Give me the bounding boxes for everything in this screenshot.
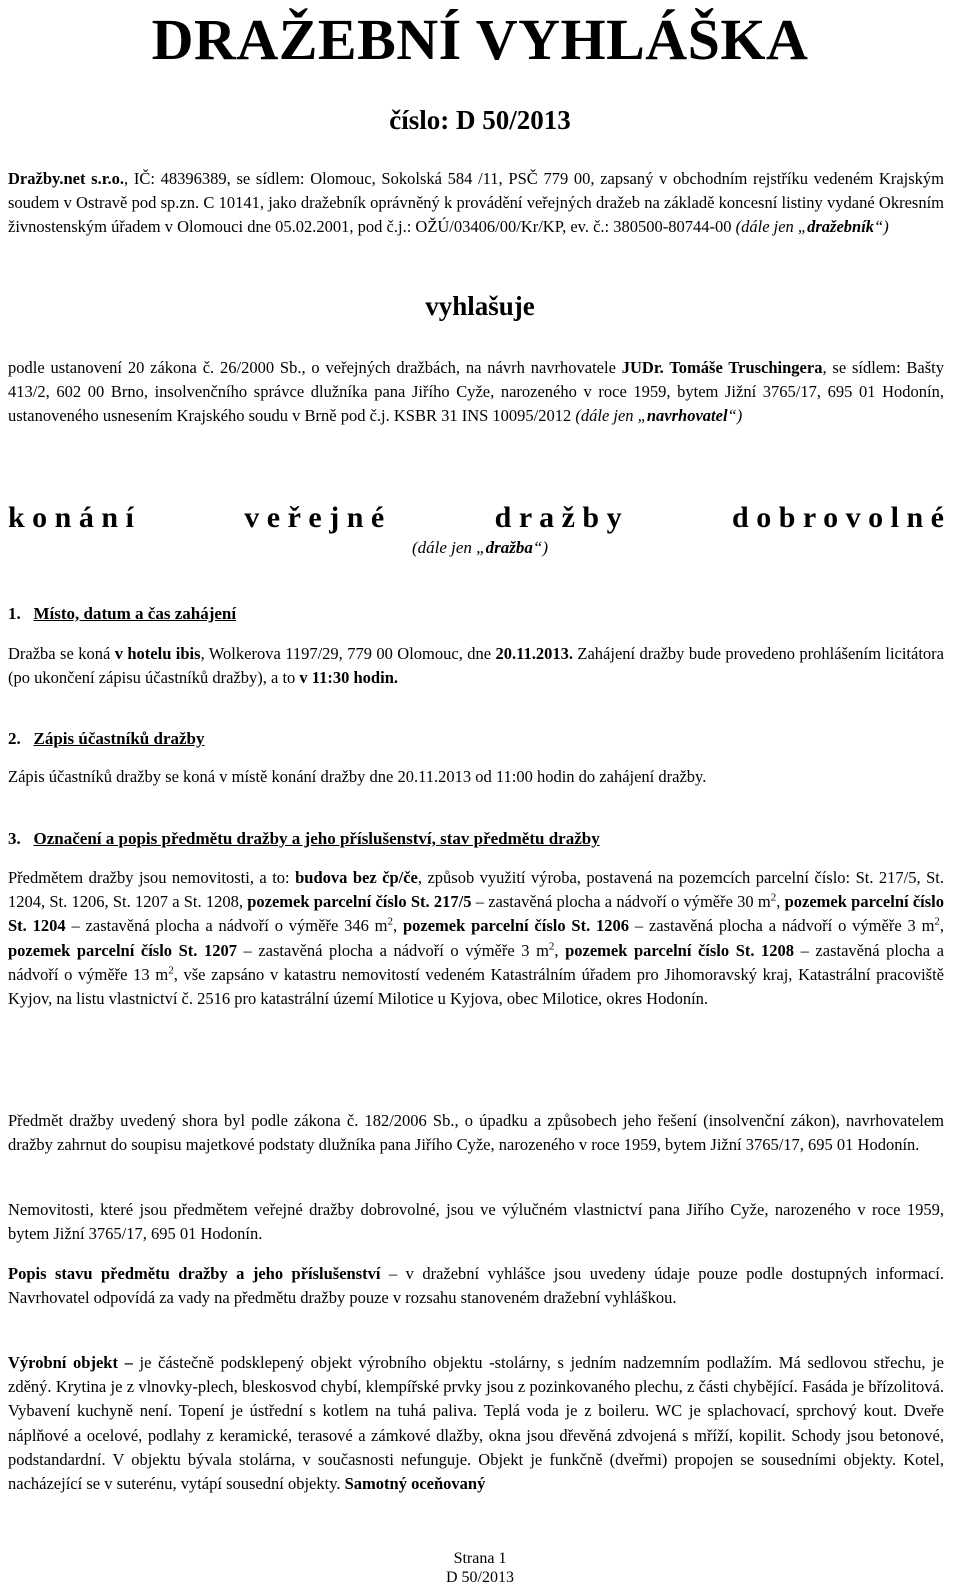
- text-run: – zastavěná plocha a nádvoří o výměře 30 m: [471, 892, 771, 912]
- announces-heading: vyhlašuje: [425, 291, 535, 321]
- heading-word: k o n á n í: [8, 501, 134, 534]
- section-2-text: [8, 765, 944, 789]
- proposer-text-1: podle ustanovení 20 zákona č. 26/2000 Sb., o veřejných dražbách, na návrh navrhovatele: [8, 358, 622, 377]
- auction-time: v 11:30 hodin.: [299, 668, 398, 688]
- proposer-dale-term: navrhovatel: [646, 406, 728, 426]
- superscript: 2: [770, 891, 777, 904]
- superscript: 2: [548, 940, 555, 953]
- text-run: ,: [554, 940, 566, 960]
- parcel-label: pozemek parcelní číslo St. 1208: [565, 940, 795, 960]
- text-run: , způsob využití výroba, postavená na pozemcích parcelní číslo: St. 217/5, St. 1204, St. 1206, St. 1207 a St. 1208,: [8, 868, 944, 912]
- bold-run: budova bez čp/če: [295, 868, 418, 887]
- text-run: je částečně podsklepený objekt výrobního objektu -stolárny, s jedním nadzemním podlažím. Má sedlovou střechu, je zděný. Krytina je z vlnovky-plech, bleskosvod chybí, klempířské prvky jsou z pozinkovaného plechu, z části chybějící. Fasáda je břízolitová. Vybavení kuchyně není. Topení je ústřední s kotlem na tuhá paliva. Teplá voda je z boileru. WC je splachovací, sprchový kout. Dveře náplňové a ocelové, podlahy z keramické, terasové a zámkové dlažby, okna jsou dřevěná zdvojená s mříží, kopilit. Schody jsou betonové, podstandardní. V objektu bývala stolárna, v současnosti nefunguje. Objekt je funkčně (dveřmi) propojen se sousedními objekty. Kotel, nacházející se v suterénu, vytápí sousední objekty.: [8, 1353, 944, 1494]
- proposer-text-2: , se sídlem: Bašty 413/2, 602 00 Brno, insolvenčního správce dlužníka pana Jiřího Cyže, narozeného v roce 1959, bytem Jižní 3765/17, 695 01 Hodonín, ustanoveného usnesením Krajského soudu v Brně pod č.j. KSBR 31 INS 10095/2012: [8, 358, 944, 426]
- text-run: Dražba se koná: [8, 644, 115, 663]
- paragraph-text: Nemovitosti, které jsou předmětem veřejné dražby dobrovolné, jsou ve výlučném vlastnictví pana Jiřího Cyže, narozeného v roce 1959, bytem Jižní 3765/17, 695 01 Hodonín.: [8, 1200, 944, 1244]
- auction-dale-suffix: “): [532, 538, 548, 557]
- text-run: , Wolkerova 1197/29, 779 00 Olomouc, dne: [200, 644, 496, 663]
- section-3-paragraph-5: [8, 1351, 944, 1496]
- parcel-label: pozemek parcelní číslo St. 1207: [8, 940, 237, 960]
- section-1-title: Místo, datum a čas zahájení: [33, 604, 237, 623]
- text-run: ,: [939, 916, 945, 936]
- superscript: 2: [168, 964, 174, 977]
- text-run: – zastavěná plocha a nádvoří o výměře 3 m: [236, 940, 549, 960]
- proposer-paragraph: [8, 356, 944, 429]
- proposer-dale-suffix: “): [727, 406, 743, 426]
- auction-dale-prefix: (dále jen „: [411, 538, 486, 557]
- text-run: Zahájení dražby bude provedeno prohlášením licitátora (po ukončení zápisu účastníků dražby), a to: [8, 644, 944, 688]
- parcel-label: pozemek parcelní číslo St. 1206: [402, 916, 630, 936]
- section-3-paragraph-1: [8, 866, 944, 1011]
- intro-dale-prefix: (dále jen „: [735, 217, 808, 237]
- text-run: , vše zapsáno v katastru nemovitostí vedeném Katastrálním úřadem pro Jihomoravský kraj, Katastrální pracoviště Kyjov, na listu vlastnictví č. 2516 pro katastrální území Milotice u Kyjova, obec Milotice, okres Hodonín.: [8, 964, 944, 1009]
- auction-heading: [8, 500, 944, 536]
- section-3-number: 3.: [8, 829, 21, 848]
- section-3-heading: [8, 827, 600, 851]
- section-1-text: [8, 642, 944, 690]
- intro-paragraph: [8, 167, 944, 240]
- bold-run: Výrobní objekt –: [8, 1353, 133, 1372]
- section-1-heading: [8, 602, 236, 626]
- section-1-number: 1.: [8, 604, 21, 623]
- proposer-dale-prefix: (dále jen „: [575, 406, 647, 426]
- section-3-title: Označení a popis předmětu dražby a jeho příslušenství, stav předmětu dražby: [33, 829, 600, 848]
- document-title: DRAŽEBNÍ VYHLÁŠKA: [151, 7, 809, 72]
- intro-dale-suffix: “): [874, 217, 889, 237]
- proposer-name: JUDr. Tomáše Truschingera: [621, 358, 823, 377]
- heading-word: d o b r o v o l n é: [732, 501, 944, 534]
- superscript: 2: [934, 915, 940, 928]
- paragraph-text: Předmět dražby uvedený shora byl podle zákona č. 182/2006 Sb., o úpadku a způsobech jeho řešení (insolvenční zákon), navrhovatelem dražby zahrnut do soupisu majetkové podstaty dlužníka pana Jiřího Cyže, narozeného v roce 1959, bytem Jižní 3765/17, 695 01 Hodonín.: [8, 1111, 944, 1155]
- parcel-label: pozemek parcelní číslo St. 217/5: [247, 892, 472, 912]
- superscript: 2: [387, 915, 394, 928]
- auction-dale-term: dražba: [485, 538, 533, 557]
- registration-text: Zápis účastníků dražby se koná v místě konání dražby dne 20.11.2013 od 11:00 hodin do zahájení dražby.: [8, 767, 707, 786]
- text-run: – zastavěná plocha a nádvoří o výměře 3 m: [629, 916, 935, 936]
- section-3-paragraph-4: [8, 1262, 944, 1310]
- text-run: Předmětem dražby jsou nemovitosti, a to:: [8, 868, 296, 887]
- intro-text: , IČ: 48396389, se sídlem: Olomouc, Sokolská 584 /11, PSČ 779 00, zapsaný v obchodním rejstříku vedeném Krajským soudem v Ostravě pod sp.zn. C 10141, jako dražebník oprávněný k provádění veřejných dražeb na základě koncesní listiny vydané Okresním živnostenským úřadem v Olomouci dne 05.02.2001, pod č.j.: OŽÚ/03406/00/Kr/KP, ev. č.: 380500-80744-00: [8, 169, 944, 237]
- bold-run: v hotelu ibis: [114, 644, 201, 663]
- section-2-heading: [8, 727, 205, 751]
- parcel-label: pozemek parcelní číslo St. 1204: [8, 892, 944, 936]
- bold-run: Popis stavu předmětu dražby a jeho příslušenství: [8, 1264, 381, 1283]
- text-run: – zastavěná plocha a nádvoří o výměře 346 m: [65, 916, 388, 936]
- section-2-number: 2.: [8, 729, 21, 748]
- text-run: ,: [776, 892, 785, 912]
- text-run: – v dražební vyhlášce jsou uvedeny údaje pouze podle dostupných informací. Navrhovatel odpovídá za vady na předmětu dražby pouze v rozsahu stanoveném dražební vyhláškou.: [8, 1264, 944, 1308]
- section-2-title: Zápis účastníků dražby: [33, 729, 205, 748]
- heading-word: v e ř e j n é: [244, 501, 385, 534]
- document-number: číslo: D 50/2013: [389, 105, 571, 135]
- footer-page: Strana 1: [453, 1550, 507, 1567]
- section-3-paragraph-2: [8, 1109, 944, 1157]
- auction-date: 20.11.2013.: [495, 644, 573, 663]
- intro-dale-term: dražebník: [807, 217, 875, 237]
- text-run: ,: [393, 916, 403, 936]
- section-3-paragraph-3: [8, 1198, 944, 1246]
- footer-ref: D 50/2013: [446, 1569, 514, 1586]
- auctioneer-name: Dražby.net s.r.o.: [8, 169, 125, 188]
- bold-run: Samotný oceňovaný: [344, 1474, 486, 1494]
- auction-dale: [0, 536, 960, 560]
- text-run: – zastavěná plocha a nádvoří o výměře 13 m: [8, 940, 944, 984]
- heading-word: d r a ž b y: [494, 501, 622, 534]
